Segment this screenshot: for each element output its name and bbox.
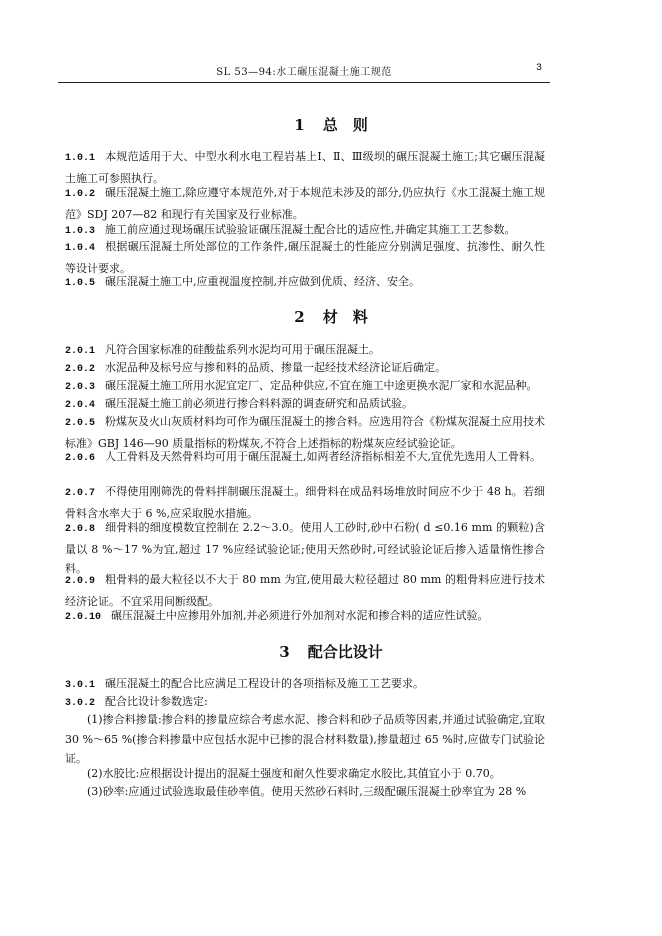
clause-number: 2.0.8 bbox=[65, 524, 96, 535]
clause-2-0-7 bbox=[65, 482, 545, 523]
section-number: 3 bbox=[279, 643, 290, 661]
clause-text: 水泥品种及标号应与掺和料的品质、掺量一起经技术经济论证后确定。 bbox=[105, 361, 447, 374]
clause-number: 3.0.2 bbox=[65, 698, 96, 709]
clause-number: 2.0.6 bbox=[65, 453, 96, 464]
clause-1-0-5 bbox=[65, 272, 545, 294]
clause-text: 凡符合国家标准的硅酸盐系列水泥均可用于碾压混凝土。 bbox=[105, 343, 381, 356]
clause-number: 2.0.4 bbox=[65, 400, 96, 411]
clause-text: 配合比设计参数选定: bbox=[105, 695, 208, 708]
clause-number: 3.0.1 bbox=[65, 680, 96, 691]
clause-number: 1.0.2 bbox=[65, 189, 96, 200]
section-title: 配合比设计 bbox=[307, 643, 383, 661]
clause-text: 粉煤灰及火山灰质材料均可作为碾压混凝土的掺合料。应选用符合《粉煤灰混凝土应用技术标准》GBJ 146—90 质量指标的粉煤灰,不符合上述指标的粉煤灰应经试验论证。 bbox=[65, 415, 546, 450]
clause-number: 2.0.1 bbox=[65, 346, 96, 357]
section-2-heading bbox=[0, 306, 662, 327]
clause-number: 2.0.10 bbox=[65, 612, 102, 623]
clause-1-0-2 bbox=[65, 183, 545, 224]
clause-number: 2.0.5 bbox=[65, 418, 96, 429]
list-item-water-binder: (2)水胶比:应根据设计提出的混凝土强度和耐久性要求确定水胶比,其值宜小于 0.70。 bbox=[87, 767, 501, 780]
clause-text: 施工前应通过现场碾压试验验证碾压混凝土配合比的适应性,并确定其施工工艺参数。 bbox=[105, 223, 516, 236]
clause-2-0-6 bbox=[65, 447, 545, 469]
clause-text: 根据碾压混凝土所处部位的工作条件,碾压混凝土的性能应分别满足强度、抗渗性、耐久性等设计要求。 bbox=[65, 240, 545, 275]
clause-text: 碾压混凝土的配合比应满足工程设计的各项指标及施工工艺要求。 bbox=[105, 677, 425, 690]
section-number: 2 bbox=[294, 308, 305, 326]
clause-text: 本规范适用于大、中型水利水电工程岩基上Ⅰ、Ⅱ、Ⅲ级坝的碾压混凝土施工;其它碾压混凝土施工可参照执行。 bbox=[65, 150, 545, 185]
clause-number: 1.0.3 bbox=[65, 226, 96, 237]
clause-text: 细骨料的细度模数宜控制在 2.2～3.0。使用人工砂时,砂中石粉( d ≤0.16 mm 的颗粒)含量以 8 %～17 %为宜,超过 17 %应经试验论证;使用天然砂时,可经试验论证后掺入适量惰性掺合料。 bbox=[65, 521, 545, 575]
list-item-sand-ratio: (3)砂率:应通过试验选取最佳砂率值。使用天然砂石料时,三级配碾压混凝土砂率宜为 28 % bbox=[87, 785, 527, 798]
clause-number: 2.0.2 bbox=[65, 364, 96, 375]
clause-text: 人工骨料及天然骨料均可用于碾压混凝土,如两者经济指标相差不大,宜优先选用人工骨料。 bbox=[105, 450, 542, 463]
clause-text: 碾压混凝土施工,除应遵守本规范外,对于本规范未涉及的部分,仍应执行《水工混凝土施工规范》SDJ 207—82 和现行有关国家及行业标准。 bbox=[65, 186, 545, 221]
clause-text: 碾压混凝土施工中,应重视温度控制,并应做到优质、经济、安全。 bbox=[105, 275, 421, 288]
clause-number: 2.0.3 bbox=[65, 382, 96, 393]
clause-text: 碾压混凝土施工前必须进行掺合料料源的调查研究和品质试验。 bbox=[105, 397, 414, 410]
clause-number: 2.0.7 bbox=[65, 488, 96, 499]
clause-number: 1.0.1 bbox=[65, 153, 96, 164]
clause-1-0-1 bbox=[65, 147, 545, 188]
clause-text: 碾压混凝土中应掺用外加剂,并必须进行外加剂对水泥和掺合料的适应性试验。 bbox=[111, 609, 489, 622]
section-1-heading bbox=[0, 114, 662, 135]
clause-text: 碾压混凝土施工所用水泥宜定厂、定品种供应,不宜在施工中途更换水泥厂家和水泥品种。 bbox=[105, 379, 538, 392]
section-3-heading bbox=[0, 641, 662, 662]
section-title: 总 则 bbox=[322, 116, 368, 134]
clause-number: 2.0.9 bbox=[65, 576, 96, 587]
section-title: 材 料 bbox=[322, 308, 368, 326]
header-title: SL 53—94:水工碾压混凝土施工规范 bbox=[216, 67, 392, 78]
clause-number: 1.0.5 bbox=[65, 278, 96, 289]
list-item-dosage: (1)掺合料掺量:掺合料的掺量应综合考虑水泥、掺合料和砂子品质等因素,并通过试验确定,宜取 30 %～65 %(掺合料掺量中应包括水泥中已掺的混合材料数量),掺量超过 65 %时,应做专门试验论证。 bbox=[65, 713, 545, 765]
clause-text: 粗骨料的最大粒径以不大于 80 mm 为宜,使用最大粒径超过 80 mm 的粗骨料应进行技术经济论证。不宜采用间断级配。 bbox=[65, 573, 545, 608]
section-number: 1 bbox=[294, 116, 305, 134]
page-header bbox=[58, 60, 550, 83]
clause-number: 1.0.4 bbox=[65, 243, 96, 254]
clause-2-0-9 bbox=[65, 570, 545, 611]
clause-2-0-10 bbox=[65, 606, 545, 628]
page-number: 3 bbox=[535, 63, 542, 74]
clause-text: 不得使用刚筛洗的骨料拌制碾压混凝土。细骨料在成品料场堆放时间应不少于 48 h。若细骨料含水率大于 6 %,应采取脱水措施。 bbox=[65, 485, 545, 520]
